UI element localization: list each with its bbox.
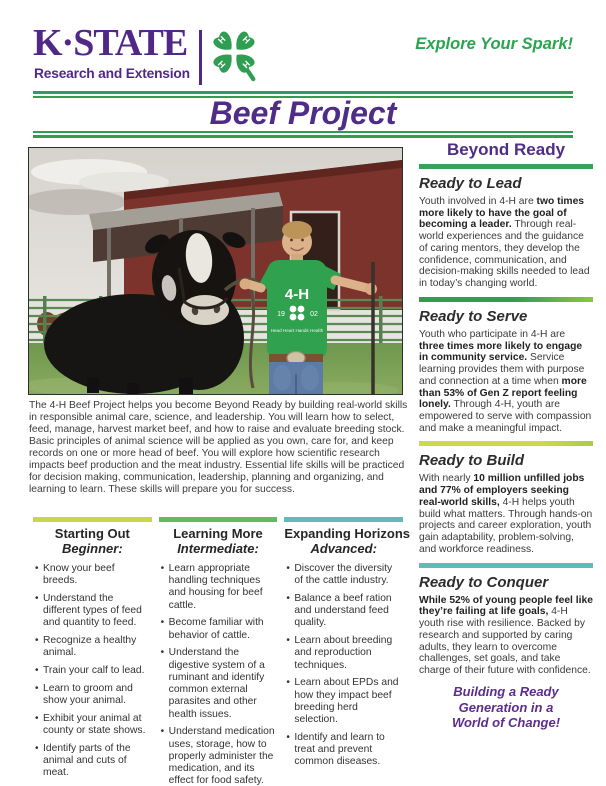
list-item: • Learn appropriate handling techniques and housing for beef cattle. — [161, 563, 278, 612]
column-subtitle: Advanced: — [310, 540, 377, 556]
list-item: • Learn about EPDs and how they impact beef breeding herd selection. — [286, 677, 403, 726]
list-item: • Become familiar with behavior of cattle. — [161, 617, 278, 642]
section-body: Youth who participate in 4-H are three times more likely to engage in community service. Service learning provides them with purpose and connection at a time when more than 53% of Gen Z report feeling lonely. Through 4-H, youth are empowered to serve with compassion and make a meaningful impact. — [419, 328, 592, 434]
clover-h-letter: H — [215, 34, 228, 46]
column-bullet-list — [159, 563, 278, 786]
column-title: Starting Out — [54, 526, 130, 541]
column-title: Expanding Horizons — [284, 526, 411, 541]
column-starting-out — [33, 517, 152, 786]
double-rule-bottom — [33, 131, 573, 138]
shirt-motto-text: Head Heart Hands Health — [270, 328, 324, 333]
page-title: Beef Project — [209, 95, 397, 131]
kstate-subtitle: Research and Extension — [34, 66, 190, 81]
list-item: • Learn to groom and show your animal. — [35, 683, 152, 708]
list-item: • Recognize a healthy animal. — [35, 635, 152, 660]
closing-tagline: Building a Ready Generation in a World of Change! — [451, 683, 561, 731]
list-item: • Understand the different types of feed and quantity to feed. — [35, 593, 152, 630]
column-subtitle: Beginner: — [62, 540, 123, 556]
section-body: Youth involved in 4-H are two times more likely to have the goal of becoming a leader. Through real-world experiences and the guidance of caring mentors, they develop the confidence, communication, and decision-making skills needed to lead in today’s changing world. — [419, 196, 590, 290]
column-heading — [33, 527, 152, 557]
section-body: While 52% of young people feel like they’re failing at life goals, 4-H youth rise with resilience. Backed by research and supported by caring adults, they learn to overcome challenges, set goals, and take charge of their future with confidence. — [419, 594, 593, 677]
boy-hand — [240, 279, 251, 290]
column-expanding-horizons — [284, 517, 411, 786]
list-item: • Understand the digestive system of a ruminant and identify common external parasites and other health issues. — [161, 647, 278, 721]
kstate-wordmark: K·STATE — [33, 22, 188, 64]
clover-h-letter: H — [240, 34, 253, 46]
section-accent-bar — [419, 441, 593, 446]
four-h-clover-icon — [208, 25, 260, 85]
sidebar-header: Beyond Ready — [446, 140, 566, 159]
list-item: • Identify parts of the animal and cuts of meat. — [35, 743, 152, 780]
column-bullet-list — [33, 563, 152, 780]
column-title: Learning More — [173, 526, 263, 541]
shirt-year-left: 19 — [277, 311, 285, 318]
column-heading — [159, 527, 278, 557]
column-accent-bar — [33, 517, 152, 522]
beyond-ready-sidebar — [419, 140, 593, 731]
explore-your-spark-tagline: Explore Your Spark! — [415, 35, 573, 53]
section-body: With nearly 10 million unfilled jobs and 77% of employers seeking real-world skills, 4-H helps youth build what matters. Through hands-on projects and career exploration, youth gain adaptability, problem-solving, and workforce readiness. — [419, 473, 593, 555]
column-accent-bar — [284, 517, 403, 522]
list-item: • Identify and learn to treat and prevent common diseases. — [286, 732, 403, 769]
column-learning-more — [159, 517, 278, 786]
list-item: • Learn about breeding and reproduction techniques. — [286, 635, 403, 672]
clover-h-letter: H — [240, 58, 253, 71]
project-levels — [33, 517, 411, 786]
intro-paragraph: The 4-H Beef Project helps you become Beyond Ready by building real-world skills in responsible animal care, science, and leadership. You will learn how to select, feed, manage, harvest market beef, and how to raise and evaluate breeding stock. Basic principles of animal science will be applied as you own, care for, and keep records on one or more head of beef. You will explore how scientific research impacts beef production and the meat industry. Essential life skills will be practiced for decision making, communication, leadership, planning and organizing, and learning to learn. These skills will prepare you for success. — [29, 400, 408, 495]
section-title-ready-to-serve: Ready to Serve — [419, 307, 528, 325]
column-subtitle: Intermediate: — [177, 540, 259, 556]
list-item: • Train your calf to lead. — [35, 665, 152, 677]
section-title-ready-to-build: Ready to Build — [419, 452, 525, 470]
list-item: • Know your beef breeds. — [35, 563, 152, 588]
column-accent-bar — [159, 517, 278, 522]
list-item: • Exhibit your animal at county or state shows. — [35, 713, 152, 738]
shirt-year-right: 02 — [310, 311, 318, 318]
logo-divider — [199, 30, 202, 85]
list-item: • Balance a beef ration and understand feed quality. — [286, 593, 403, 630]
shirt-4h-text: 4-H — [284, 286, 310, 303]
section-accent-bar — [419, 563, 593, 568]
column-heading — [284, 526, 411, 557]
list-item: • Discover the diversity of the cattle industry. — [286, 563, 403, 588]
section-title-ready-to-lead: Ready to Lead — [419, 175, 522, 192]
photo-illustration — [29, 148, 402, 394]
section-title-ready-to-conquer: Ready to Conquer — [419, 573, 549, 591]
clover-h-letter: H — [215, 58, 228, 71]
sidebar-header-bar — [419, 164, 593, 169]
column-bullet-list — [284, 563, 403, 769]
list-item: • Understand medication uses, storage, how to properly administer the medication, and its effect for food safety. — [161, 726, 278, 786]
section-accent-bar — [419, 297, 593, 302]
photo — [28, 147, 403, 395]
